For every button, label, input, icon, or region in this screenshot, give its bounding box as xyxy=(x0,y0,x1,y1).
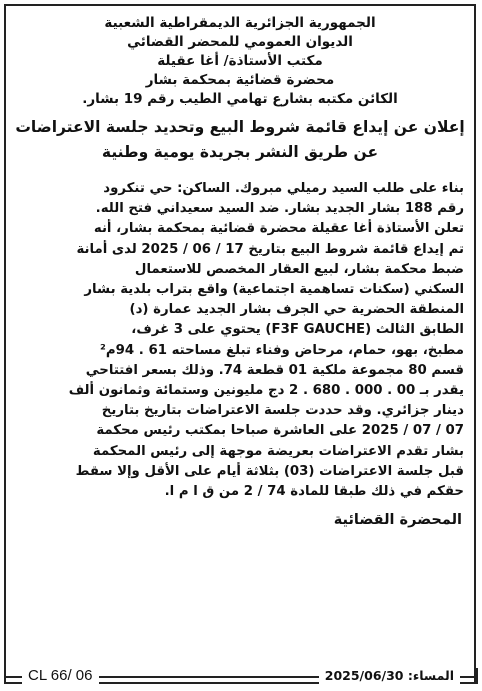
body-line: 07 / 07 / 2025 على العاشرة صباحا بمكتب رئيس محكمة xyxy=(96,423,464,439)
body-line: بناء على طلب السيد رميلي مبروك. الساكن: حي تنكرود xyxy=(103,181,464,196)
publication-date: المساء: 2025/06/30 xyxy=(319,666,460,686)
body-line: قسم 80 مجموعة ملكية 01 قطعة 74. وذلك بسعر افتتاحي xyxy=(85,362,464,378)
body-line: مطبخ، بهو، حمام، مرحاض وفناء تبلغ مساحته 61 . 94م² xyxy=(100,342,464,358)
reference-code: CL 66/ 06 xyxy=(22,665,99,687)
body-line: قبل جلسة الاعتراضات (03) بثلاثة أيام على الأقل وإلا سقط xyxy=(75,463,464,479)
header-line-office: الديوان العمومي للمحضر القضائي xyxy=(127,34,353,50)
header-line-republic: الجمهورية الجزائرية الديمقراطية الشعبية xyxy=(104,15,376,31)
header-line-bureau: مكتب الأستاذة/ أغا عقيلة xyxy=(157,53,323,69)
body-line: الطابق الثالث (F3F GAUCHE) يحتوي على 3 غرف، xyxy=(131,322,464,338)
body-line: بشار تقدم الاعتراضات بعريضة موجهة إلى رئيس المحكمة xyxy=(92,443,464,459)
notice-header xyxy=(6,6,474,109)
body-line: ضبط محكمة بشار، لبيع العقار المخصص للاستعمال xyxy=(134,261,464,277)
body-line: رقم 188 بشار الجديد بشار. ضد السيد سعيداني فتح الله. xyxy=(95,201,464,217)
title-line-1: إعلان عن إيداع قائمة شروط البيع وتحديد جلسة الاعتراضات xyxy=(15,118,465,136)
title-line-2: عن طريق النشر بجريدة يومية وطنية xyxy=(101,143,379,161)
body-line: تم إيداع قائمة شروط البيع بتاريخ 17 / 06 / 2025 لدى أمانة xyxy=(76,241,464,257)
body-line: السكني (سكنات تساهمية اجتماعية) واقع بتراب بلدية بشار xyxy=(84,282,464,298)
footer-tick-right xyxy=(476,668,478,684)
notice-body xyxy=(16,179,464,502)
body-line: دينار جزائري. وقد حددت جلسة الاعتراضات بتاريخ بتاريخ xyxy=(101,403,464,419)
body-line: حقكم في ذلك طبقا للمادة 74 / 2 من ق ا م ا. xyxy=(164,484,464,500)
notice-footer xyxy=(4,665,478,687)
header-line-address: الكائن مكتبه بشارع تهامي الطيب رقم 19 بشار. xyxy=(82,91,398,107)
legal-notice xyxy=(4,4,476,684)
notice-title xyxy=(6,115,474,165)
footer-tick-left xyxy=(4,668,6,684)
body-line: يقدر بـ 00 . 000 . 680 . 2 دج مليونين وستمائة وثمانون ألف xyxy=(68,383,464,399)
header-line-bailiff: محضرة قضائية بمحكمة بشار xyxy=(145,72,335,88)
signature: المحضرة القضائية xyxy=(333,512,462,529)
body-line: المنطقة الحضرية حي الجرف بشار الجديد عمارة (د) xyxy=(129,302,464,318)
body-line: تعلن الأستاذة أغا عقيلة محضرة قضائية بمحكمة بشار، أنه xyxy=(93,221,464,237)
